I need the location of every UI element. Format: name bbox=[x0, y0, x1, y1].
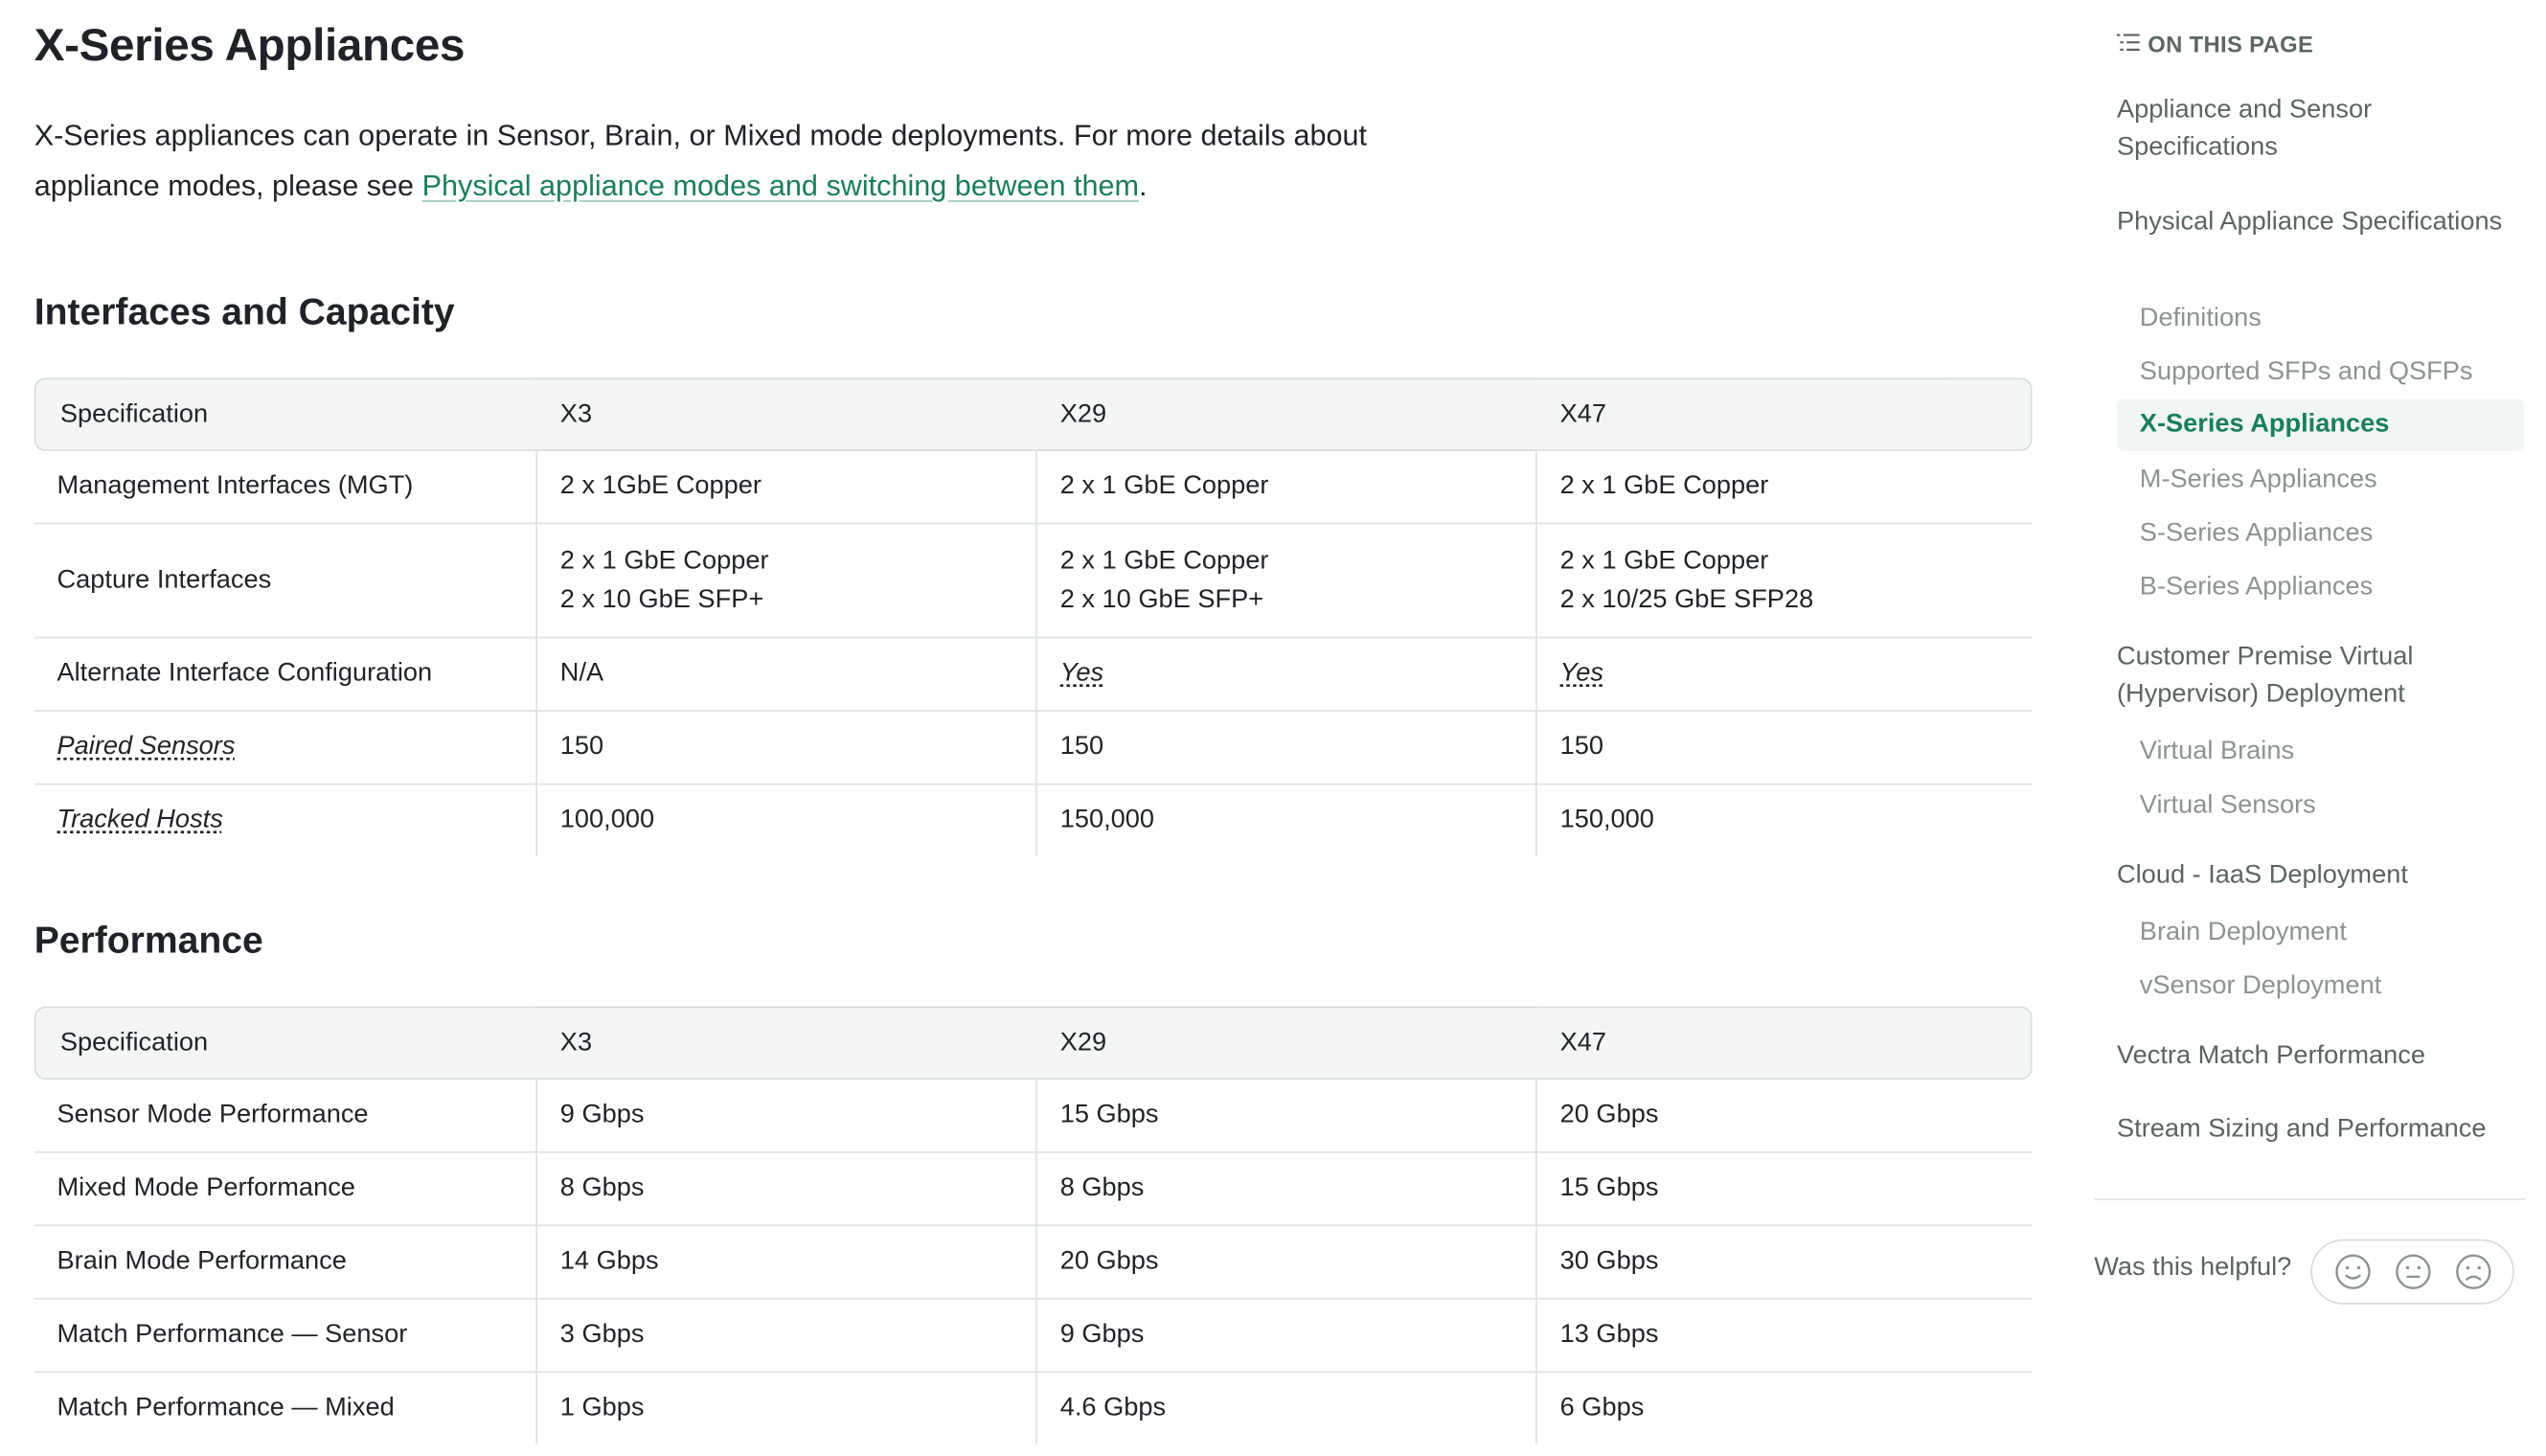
toc-item-virtual-sensors[interactable]: Virtual Sensors bbox=[2139, 791, 2316, 820]
column-header: Specification bbox=[34, 1007, 536, 1081]
glossary-term-link[interactable]: Yes bbox=[1059, 659, 1104, 688]
spec-cell bbox=[34, 785, 536, 856]
table-row bbox=[34, 638, 2033, 712]
glossary-term-link[interactable]: Tracked Hosts bbox=[57, 806, 223, 834]
value-cell: 150,000 bbox=[1535, 785, 2033, 856]
intro-paragraph bbox=[34, 111, 1467, 212]
list-icon bbox=[2117, 31, 2148, 57]
section-heading-interfaces: Interfaces and Capacity bbox=[34, 289, 455, 332]
appliance-modes-link[interactable]: Physical appliance modes and switching between them bbox=[421, 169, 1140, 202]
intro-text-end: . bbox=[1139, 169, 1148, 202]
toc-item-b-series[interactable]: B-Series Appliances bbox=[2139, 573, 2374, 602]
column-header: X47 bbox=[1535, 1007, 2033, 1081]
value-cell: N/A bbox=[535, 638, 1035, 712]
value-cell: 1 Gbps bbox=[535, 1373, 1035, 1445]
toc-item-brain-deployment[interactable]: Brain Deployment bbox=[2139, 918, 2347, 946]
toc-item-definitions[interactable]: Definitions bbox=[2139, 304, 2262, 332]
value-cell: 150 bbox=[1035, 712, 1535, 785]
value-cell: 20 Gbps bbox=[1535, 1080, 2033, 1153]
value-cell: 13 Gbps bbox=[1535, 1300, 2033, 1374]
column-header: X3 bbox=[535, 1007, 1035, 1081]
table-row bbox=[34, 451, 2033, 525]
value-cell: 6 Gbps bbox=[1535, 1373, 2033, 1445]
page-title: X-Series Appliances bbox=[34, 19, 466, 71]
feedback-question: Was this helpful? bbox=[2094, 1254, 2292, 1282]
table-row bbox=[34, 712, 2033, 785]
column-header: Specification bbox=[34, 377, 536, 451]
value-line: 2 x 10/25 GbE SFP28 bbox=[1559, 585, 1814, 614]
spec-cell bbox=[34, 712, 536, 785]
toc-item-vectra-match[interactable]: Vectra Match Performance bbox=[2117, 1042, 2426, 1070]
column-header: X47 bbox=[1535, 377, 2033, 451]
value-cell: 4.6 Gbps bbox=[1035, 1373, 1535, 1445]
toc-item-stream-sizing[interactable]: Stream Sizing and Performance bbox=[2117, 1115, 2487, 1144]
intro-text: X-Series appliances can operate in Sensor, Brain, or Mixed mode deployments. For more details about appliance modes, please see bbox=[34, 119, 1368, 202]
value-cell: 150 bbox=[1535, 712, 2033, 785]
toc-item-customer-premise-virtual[interactable]: Customer Premise Virtual (Hypervisor) Deployment bbox=[2117, 643, 2414, 709]
value-line: 2 x 10 GbE SFP+ bbox=[1059, 585, 1264, 614]
toc-item-virtual-brains[interactable]: Virtual Brains bbox=[2139, 738, 2295, 765]
table-row bbox=[34, 524, 2033, 638]
value-cell: 9 Gbps bbox=[1035, 1300, 1535, 1374]
spec-cell: Mixed Mode Performance bbox=[34, 1153, 536, 1227]
value-cell: 15 Gbps bbox=[1035, 1080, 1535, 1153]
main-content bbox=[34, 0, 2035, 1445]
toc-heading bbox=[2117, 31, 2313, 57]
toc-item-physical-appliance-specs[interactable]: Physical Appliance Specifications bbox=[2117, 208, 2503, 237]
table-header-row bbox=[34, 1007, 2033, 1081]
column-header: X29 bbox=[1035, 377, 1535, 451]
value-cell: 9 Gbps bbox=[535, 1080, 1035, 1153]
value-cell: 15 Gbps bbox=[1535, 1153, 2033, 1227]
value-cell: 150,000 bbox=[1035, 785, 1535, 856]
value-cell: 14 Gbps bbox=[535, 1226, 1035, 1300]
value-line: 2 x 1 GbE Copper bbox=[559, 546, 769, 575]
value-cell: 2 x 1 GbE Copper bbox=[1535, 451, 2033, 525]
value-cell: 20 Gbps bbox=[1035, 1226, 1535, 1300]
table-row bbox=[34, 1080, 2033, 1153]
toc-item-vsensor-deployment[interactable]: vSensor Deployment bbox=[2139, 971, 2382, 1000]
toc-item-s-series[interactable]: S-Series Appliances bbox=[2139, 519, 2374, 548]
table-row bbox=[34, 1226, 2033, 1300]
value-cell bbox=[1535, 524, 2033, 638]
table-row bbox=[34, 785, 2033, 856]
spec-cell: Capture Interfaces bbox=[34, 524, 536, 638]
feedback-rating-group bbox=[2310, 1240, 2514, 1305]
value-cell: 2 x 1GbE Copper bbox=[535, 451, 1035, 525]
spec-cell: Brain Mode Performance bbox=[34, 1226, 536, 1300]
section-heading-performance: Performance bbox=[34, 918, 263, 961]
spec-cell: Management Interfaces (MGT) bbox=[34, 451, 536, 525]
spec-cell: Sensor Mode Performance bbox=[34, 1080, 536, 1153]
glossary-term-link[interactable]: Paired Sensors bbox=[57, 733, 236, 761]
smile-icon[interactable] bbox=[2332, 1252, 2372, 1291]
toc-item-cloud-iaas[interactable]: Cloud - IaaS Deployment bbox=[2117, 861, 2408, 890]
value-cell: 3 Gbps bbox=[535, 1300, 1035, 1374]
value-cell bbox=[1535, 638, 2033, 712]
value-cell bbox=[535, 524, 1035, 638]
value-cell: 8 Gbps bbox=[1035, 1153, 1535, 1227]
spec-cell: Alternate Interface Configuration bbox=[34, 638, 536, 712]
performance-table bbox=[34, 1007, 2033, 1445]
toc-divider bbox=[2094, 1198, 2526, 1200]
value-line: 2 x 1 GbE Copper bbox=[1059, 546, 1269, 575]
column-header: X3 bbox=[535, 377, 1035, 451]
value-cell: 2 x 1 GbE Copper bbox=[1035, 451, 1535, 525]
value-line: 2 x 1 GbE Copper bbox=[1559, 546, 1769, 575]
table-row bbox=[34, 1373, 2033, 1445]
value-line: 2 x 10 GbE SFP+ bbox=[559, 585, 764, 614]
neutral-face-icon[interactable] bbox=[2393, 1252, 2432, 1291]
value-cell bbox=[1035, 638, 1535, 712]
value-cell: 150 bbox=[535, 712, 1035, 785]
glossary-term-link[interactable]: Yes bbox=[1559, 659, 1603, 688]
spec-cell: Match Performance — Sensor bbox=[34, 1300, 536, 1374]
toc-heading-label: ON THIS PAGE bbox=[2148, 31, 2314, 57]
toc-item-supported-sfps[interactable]: Supported SFPs and QSFPs bbox=[2139, 358, 2473, 386]
frown-icon[interactable] bbox=[2453, 1252, 2492, 1291]
table-row bbox=[34, 1300, 2033, 1374]
table-row bbox=[34, 1153, 2033, 1227]
value-cell: 30 Gbps bbox=[1535, 1226, 2033, 1300]
table-header-row bbox=[34, 377, 2033, 451]
column-header: X29 bbox=[1035, 1007, 1535, 1081]
value-cell: 100,000 bbox=[535, 785, 1035, 856]
value-cell: 8 Gbps bbox=[535, 1153, 1035, 1227]
toc-item-x-series[interactable]: X-Series Appliances bbox=[2117, 399, 2524, 451]
toc-item-m-series[interactable]: M-Series Appliances bbox=[2139, 466, 2377, 494]
spec-cell: Match Performance — Mixed bbox=[57, 1394, 395, 1422]
toc-item-appliance-sensor-specs[interactable]: Appliance and Sensor Specifications bbox=[2117, 96, 2373, 162]
value-cell bbox=[1035, 524, 1535, 638]
interfaces-table bbox=[34, 377, 2033, 856]
